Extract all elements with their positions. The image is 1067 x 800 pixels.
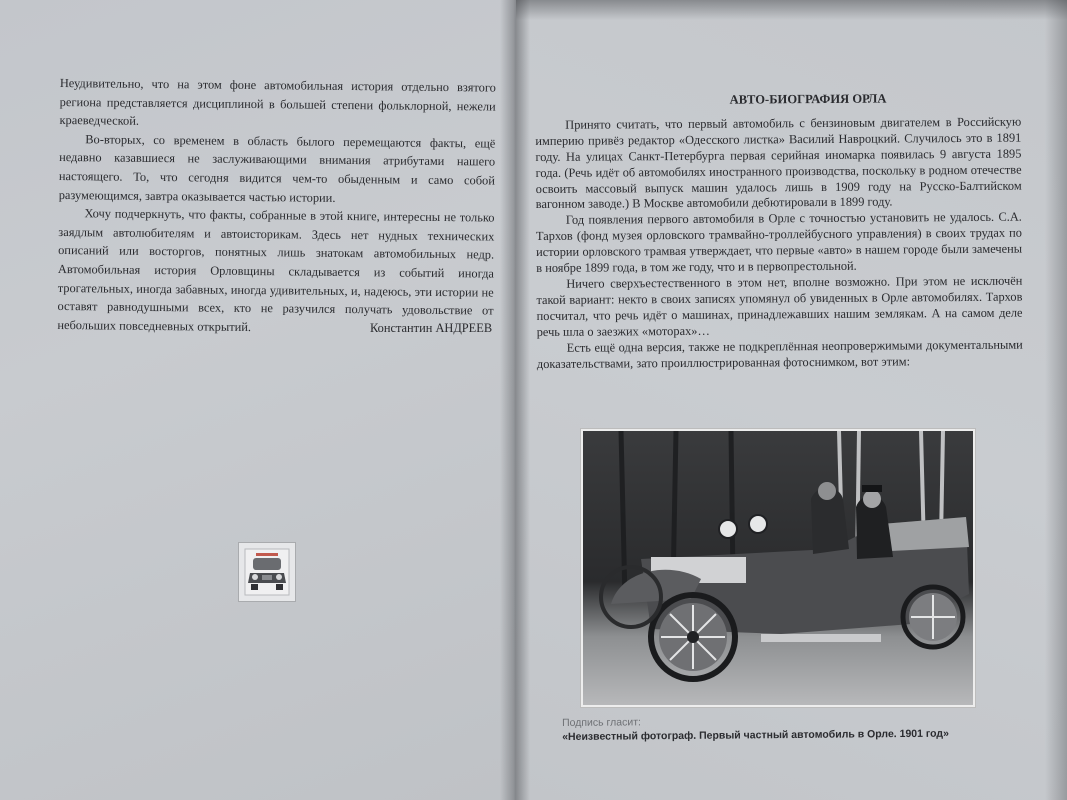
car-emblem-icon: [238, 542, 296, 602]
book-gutter: [500, 0, 530, 800]
right-paragraph: Ничего сверхъестественного в этом нет, вполне возможно. При этом не исключён такой вариант: некто в своих записях упомянул об увиденных в Орле автомобилях. Тархов посчитал, что речь идёт о машинах, принадлежавших нашим землякам. А на самом деле речь шла о заезжих «моторах»…: [536, 273, 1023, 339]
photo-caption: [562, 712, 992, 744]
left-paragraph: Хочу подчеркнуть, что факты, собранные в этой книге, интересны не только заядлым автолюбителям и автоисторикам. Здесь нет нудных технических описаний или восторгов, понятных лишь знатокам автомобильных недр. Автомобильная история Орловщины складывается из событий иногда трогательных, иногда забавных, иногда удивительных, и, надеюсь, эти истории не оставят равнодушными всех, кто не разучился получать удовольствие от небольших повседневных открытий.: [57, 206, 495, 334]
left-paragraph: Неудивительно, что на этом фоне автомобильная история отдельно взятого региона представляется дисциплиной в большей степени фольклорной, нежели краеведческой.: [59, 75, 496, 129]
chapter-title: АВТО-БИОГРАФИЯ ОРЛА: [729, 91, 887, 107]
caption-label: Подпись гласит:: [562, 716, 642, 729]
right-paragraph: Есть ещё одна версия, также не подкреплённая неопровержимыми документальными доказательствами, зато проиллюстрированная фотоснимком, вот этим:: [536, 337, 1023, 371]
top-shadow: [516, 0, 1067, 20]
left-paragraph: Во-вторых, со временем в область былого перемещаются факты, ещё недавно казавшиеся не заслуживающими внимания атрибутами нашего настоящего. То, что сегодня видится чем-то обыденным и само собой разумеющимся, завтра оказывается частью истории.: [58, 132, 496, 205]
vintage-car-photo: [580, 428, 976, 708]
right-page-text: [535, 91, 1023, 373]
right-paragraph: Год появления первого автомобиля в Орле с точностью установить не удалось. С.А. Тархов (фонд музея орловского трамвайно-троллейбусного управления) в своих трудах по истории орловского трамвая утверждает, что первые «авто» в нашем городе были замечены в ноябре 1899 года, в том же году, что и в первопрестольной.: [535, 209, 1023, 276]
right-paragraph: Принято считать, что первый автомобиль с бензиновым двигателем в Российскую империю привёз редактор «Одесского листка» Василий Навроцкий. Случилось это в 1891 году. На улицах Санкт-Петербурга первая серийная иномарка появилась 9 августа 1895 года. (Речь идёт об автомобилях иностранного производства, поскольку в родном отечестве освоить массовый выпуск машин удалось лишь в 1909 году на Русско-Балтийском вагонном заводе.) В Москве автомобили дебютировали в 1899 году.: [535, 114, 1022, 212]
page-edge-shadow: [1045, 0, 1067, 800]
author-signature: Константин АНДРЕЕВ: [370, 321, 493, 335]
left-page-text: [57, 74, 496, 339]
caption-text: «Неизвестный фотограф. Первый частный автомобиль в Орле. 1901 год»: [562, 727, 949, 743]
